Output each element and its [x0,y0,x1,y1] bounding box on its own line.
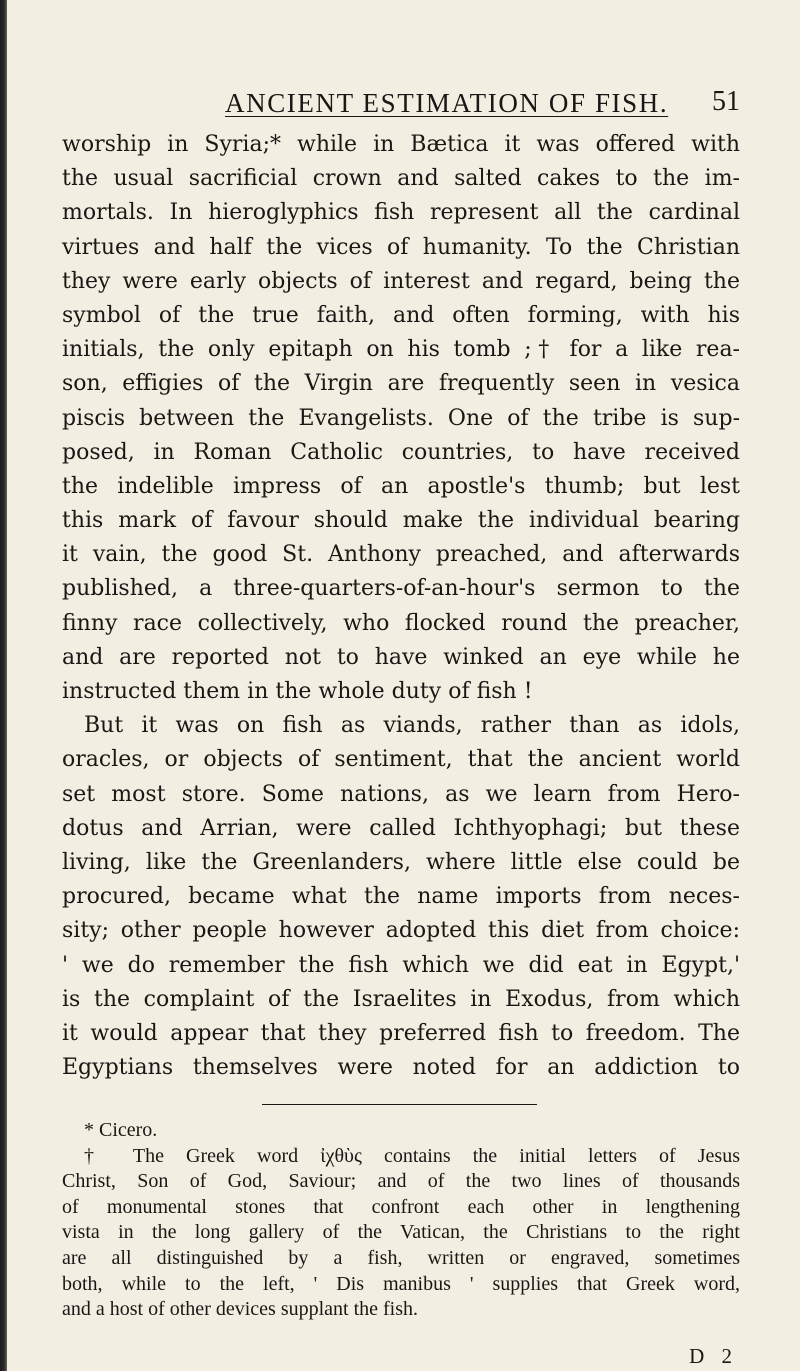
body-line: instructed them in the whole duty of fish ! [62,679,533,704]
footnotes [62,1118,740,1323]
footnote-line: both, while to the left, ' Dis manibus ' supplies that Greek word, [62,1272,740,1295]
body-line: living, like the Greenlanders, where little else could be [62,849,740,875]
body-line: symbol of the true faith, and often forming, with his [62,302,740,328]
page-edge-shadow [0,0,7,1371]
body-line: mortals. In hieroglyphics fish represent all the cardinal [62,200,740,226]
body-line: they were early objects of interest and regard, being the [62,268,740,294]
body-line: is the complaint of the Israelites in Exodus, from which [62,986,740,1012]
signature-mark: D 2 [689,1344,738,1368]
body-line: dotus and Arrian, were called Ichthyophagi; but these [62,815,740,841]
body-line: worship in Syria;* while in Bætica it was offered with [62,132,740,157]
body-line: this mark of favour should make the individual bearing [62,508,740,534]
body-text [62,128,740,1085]
page-number: 51 [712,86,740,117]
body-line: son, effigies of the Virgin are frequently seen in vesica [62,371,740,397]
body-line: and are reported not to have winked an eye while he [62,644,740,670]
body-line: it vain, the good St. Anthony preached, and afterwards [62,542,740,568]
footnote-line: and a host of other devices supplant the fish. [62,1298,419,1321]
body-line: procured, became what the name imports from neces- [62,884,740,910]
footnote-line: * Cicero. [84,1119,158,1141]
body-line: the usual sacrificial crown and salted cakes to the im- [62,166,740,192]
footnote-line: are all distinguished by a fish, written or engraved, sometimes [62,1246,740,1269]
running-title: ANCIENT ESTIMATION OF FISH. [225,88,669,118]
body-line: piscis between the Evangelists. One of the tribe is sup- [62,405,740,431]
body-line: ' we do remember the fish which we did eat in Egypt,' [62,952,740,978]
body-line: But it was on fish as viands, rather than as idols, [84,713,740,739]
body-line: sity; other people however adopted this diet from choice: [62,918,740,944]
running-header [225,88,740,124]
footnote-divider [262,1104,537,1105]
footnote-line: Christ, Son of God, Saviour; and of the two lines of thousands [62,1170,740,1193]
body-line: initials, the only epitaph on his tomb ;† for a like rea- [62,337,740,363]
footnote-line: of monumental stones that confront each other in lengthening [62,1195,740,1218]
body-line: published, a three-quarters-of-an-hour's sermon to the [62,576,740,602]
footnote-line: vista in the long gallery of the Vatican, the Christians to the right [62,1221,740,1244]
body-line: the indelible impress of an apostle's thumb; but lest [62,473,740,499]
body-line: oracles, or objects of sentiment, that the ancient world [62,747,740,773]
body-line: Egyptians themselves were noted for an addiction to [62,1055,740,1081]
body-line: it would appear that they preferred fish to freedom. The [62,1020,740,1046]
body-line: set most store. Some nations, as we learn from Hero- [62,781,740,807]
body-line: finny race collectively, who flocked round the preacher, [62,610,740,636]
footnote-line: † The Greek word ἰχθὺς contains the initial letters of Jesus [84,1144,740,1167]
body-line: virtues and half the vices of humanity. To the Christian [62,234,740,260]
body-line: posed, in Roman Catholic countries, to have received [62,439,740,465]
